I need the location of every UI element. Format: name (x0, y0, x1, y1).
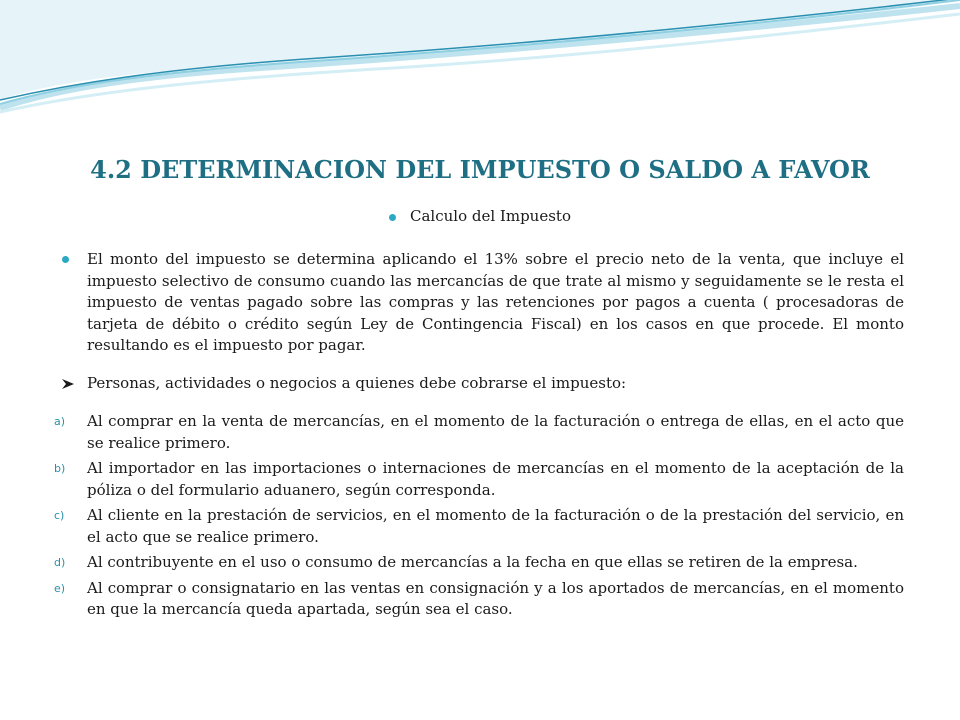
subtitle-text: Calculo del Impuesto (410, 207, 571, 225)
lettered-list (54, 411, 904, 621)
list-item (54, 552, 904, 574)
list-marker: a) (54, 415, 66, 428)
list-item (54, 578, 904, 621)
list-item-text: Al comprar en la venta de mercancías, en el momento de la facturación o entrega de ellas, en el acto que se realice primero. (87, 412, 904, 452)
list-marker: c) (54, 509, 65, 522)
list-marker: d) (54, 556, 66, 569)
list-item (54, 505, 904, 548)
page-title: 4.2 DETERMINACION DEL IMPUESTO O SALDO A FAVOR (90, 155, 870, 184)
list-item-text: Al cliente en la prestación de servicios, en el momento de la facturación o de la prestación del servicio, en el acto que se realice primero. (87, 506, 904, 546)
list-marker: e) (54, 581, 66, 595)
paragraph-text: El monto del impuesto se determina aplicando el 13% sobre el precio neto de la venta, que incluye el impuesto selectivo de consumo cuando las mercancías de que trate al mismo y seguidamente se le resta el impuesto de ventas pagado sobre las compras y las retenciones por pagos a cuenta ( procesadoras de tarjeta de débito o crédito según Ley de Contingencia Fiscal) en los casos en que procede. El monto resultando es el impuesto por pagar. (87, 250, 904, 354)
arrow-bullet-icon (61, 378, 75, 390)
list-item (54, 458, 904, 501)
bullet-dot-icon (62, 256, 69, 263)
list-item (54, 411, 904, 454)
subtitle-item (0, 207, 960, 225)
header-wave-decoration (0, 0, 960, 120)
main-paragraph (62, 249, 904, 357)
arrow-list-item (62, 373, 904, 395)
bullet-dot-icon (389, 214, 396, 221)
list-item-text: Al contribuyente en el uso o consumo de mercancías a la fecha en que ellas se retiren de la empresa. (87, 553, 858, 571)
arrow-item-text: Personas, actividades o negocios a quienes debe cobrarse el impuesto: (87, 373, 627, 392)
list-marker: b) (54, 462, 66, 475)
slide-body (54, 249, 904, 625)
list-item-text: Al comprar o consignatario en las ventas en consignación y a los aportados de mercancías, en el momento en que la mercancía queda apartada, según sea el caso. (87, 578, 904, 618)
list-item-text: Al importador en las importaciones o internaciones de mercancías en el momento de la aceptación de la póliza o del formulario aduanero, según corresponda. (87, 459, 904, 499)
